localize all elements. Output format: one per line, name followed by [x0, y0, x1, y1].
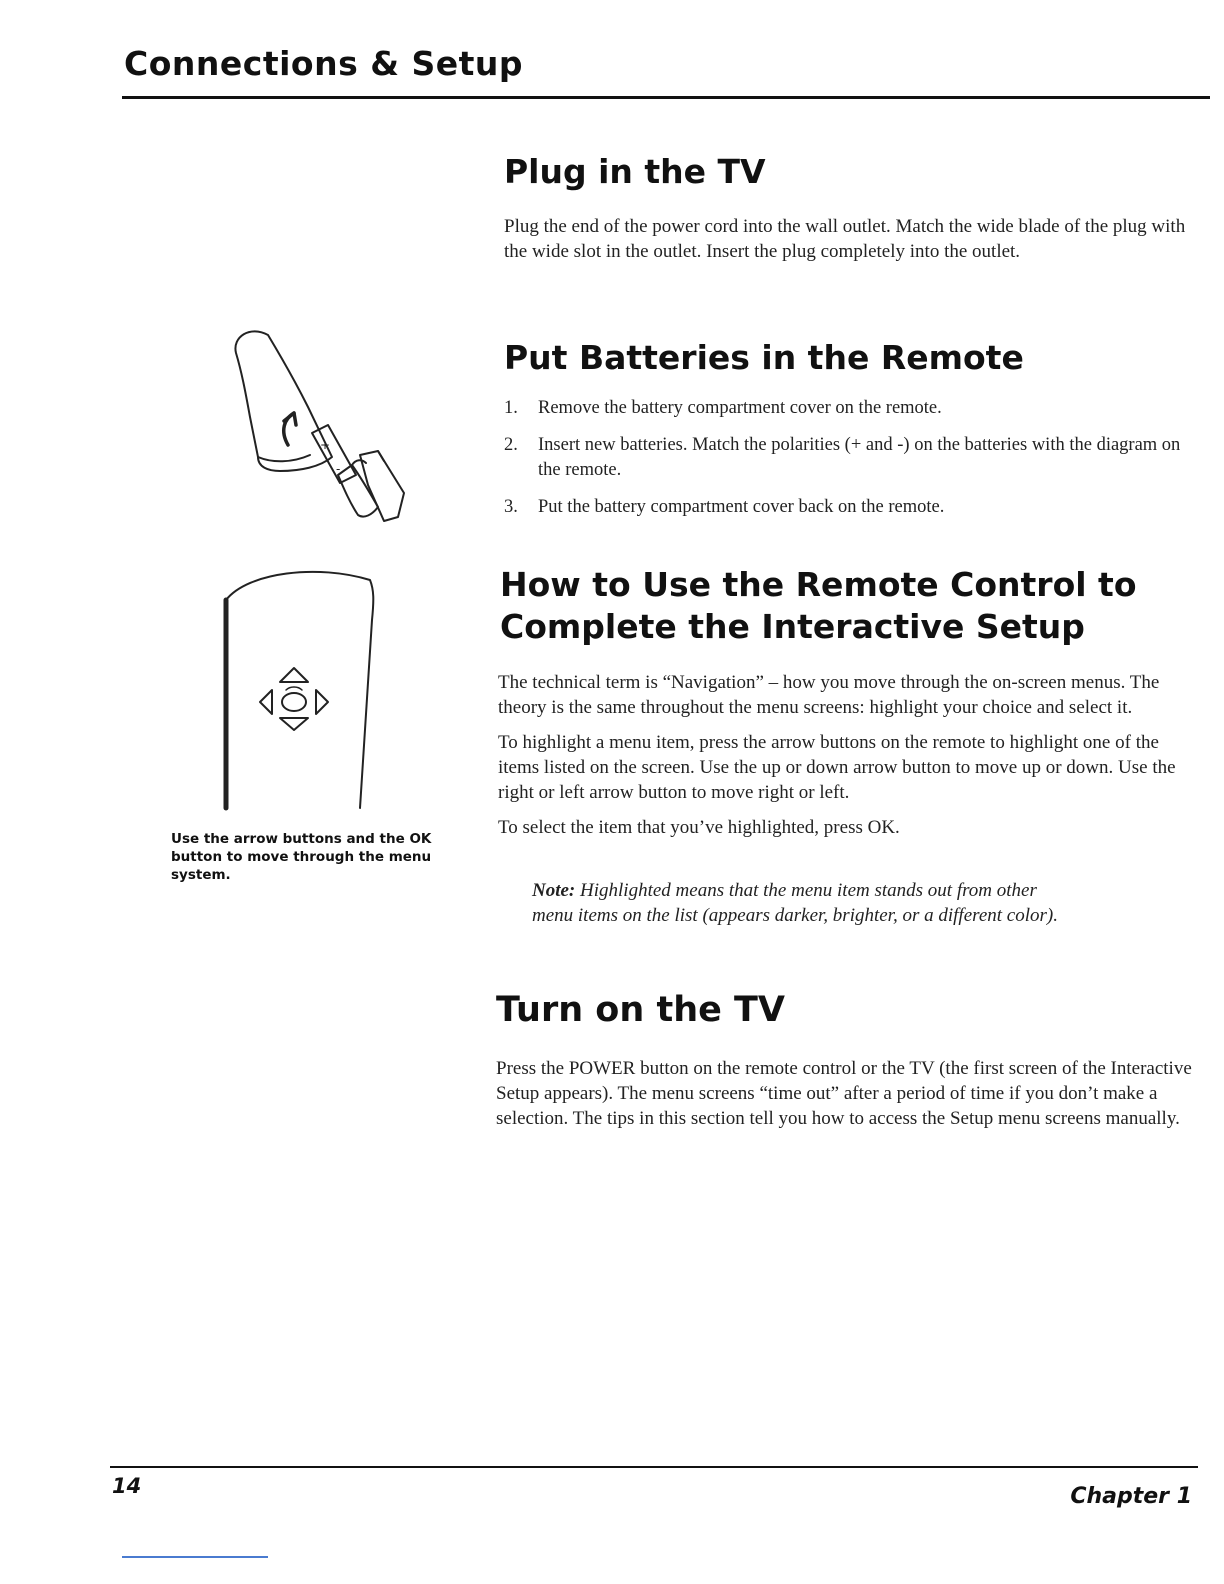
- step-number: 1.: [504, 398, 518, 418]
- note-label: Note:: [532, 880, 576, 901]
- navigation-remote-illustration: [208, 560, 388, 810]
- navigation-paragraph-3: To select the item that you’ve highlighted, press OK.: [498, 817, 900, 838]
- power-section-body: [496, 1056, 1196, 1141]
- navigation-paragraph-2: To highlight a menu item, press the arrow buttons on the remote to highlight one of the items listed on the screen. Use the up or down arrow button to move up or down. Use the right or left arrow button to move right or left.: [498, 732, 1176, 803]
- navigation-section-body: [498, 670, 1188, 850]
- footer-rule: [110, 1466, 1198, 1468]
- svg-text:-: -: [336, 462, 341, 476]
- navigation-title-line-2: Complete the Interactive Setup: [500, 607, 1085, 646]
- step-text: Put the battery compartment cover back on the remote.: [538, 497, 945, 517]
- battery-remote-illustration: [228, 325, 448, 535]
- power-body-paragraph: Press the POWER button on the remote control or the TV (the first screen of the Interactive Setup appears). The menu screens “time out” after a period of time if you don’t make a selection. The tips in this section tell you how to access the Setup menu screens manually.: [496, 1058, 1192, 1129]
- chapter-label: Chapter 1: [1070, 1484, 1192, 1509]
- plug-section-title: Plug in the TV: [504, 152, 766, 191]
- navigation-paragraph-1: The technical term is “Navigation” – how you move through the on-screen menus. The theory is the same throughout the menu screens: highlight your choice and select it.: [498, 672, 1160, 718]
- step-number: 2.: [504, 435, 518, 455]
- step-text: Insert new batteries. Match the polarities (+ and -) on the batteries with the diagram on the remote.: [538, 435, 1181, 480]
- remote-figure-caption: Use the arrow buttons and the OK button to move through the menu system.: [171, 831, 432, 883]
- batteries-step-list: [502, 396, 1202, 532]
- navigation-title-line-1: How to Use the Remote Control to: [500, 565, 1137, 604]
- navigation-section-title: [500, 564, 1137, 648]
- bottom-edge-mark: [122, 1556, 268, 1558]
- plug-body-paragraph: Plug the end of the power cord into the wall outlet. Match the wide blade of the plug with the wide slot in the outlet. Insert the plug completely into the outlet.: [504, 216, 1186, 262]
- svg-text:+: +: [320, 438, 331, 452]
- power-section-title: Turn on the TV: [496, 990, 785, 1030]
- battery-step-2: [502, 433, 1202, 483]
- page-number: 14: [112, 1474, 142, 1498]
- header-rule: [122, 96, 1210, 99]
- navigation-note: [532, 878, 1072, 928]
- battery-step-3: [502, 495, 1202, 520]
- note-text: Highlighted means that the menu item stands out from other menu items on the list (appears darker, brighter, or a different color).: [532, 880, 1058, 926]
- battery-step-1: [502, 396, 1202, 421]
- step-text: Remove the battery compartment cover on the remote.: [538, 398, 942, 418]
- page-header-title: Connections & Setup: [124, 44, 524, 83]
- step-number: 3.: [504, 497, 518, 517]
- batteries-section-title: Put Batteries in the Remote: [504, 338, 1024, 377]
- plug-section-body: [504, 214, 1204, 274]
